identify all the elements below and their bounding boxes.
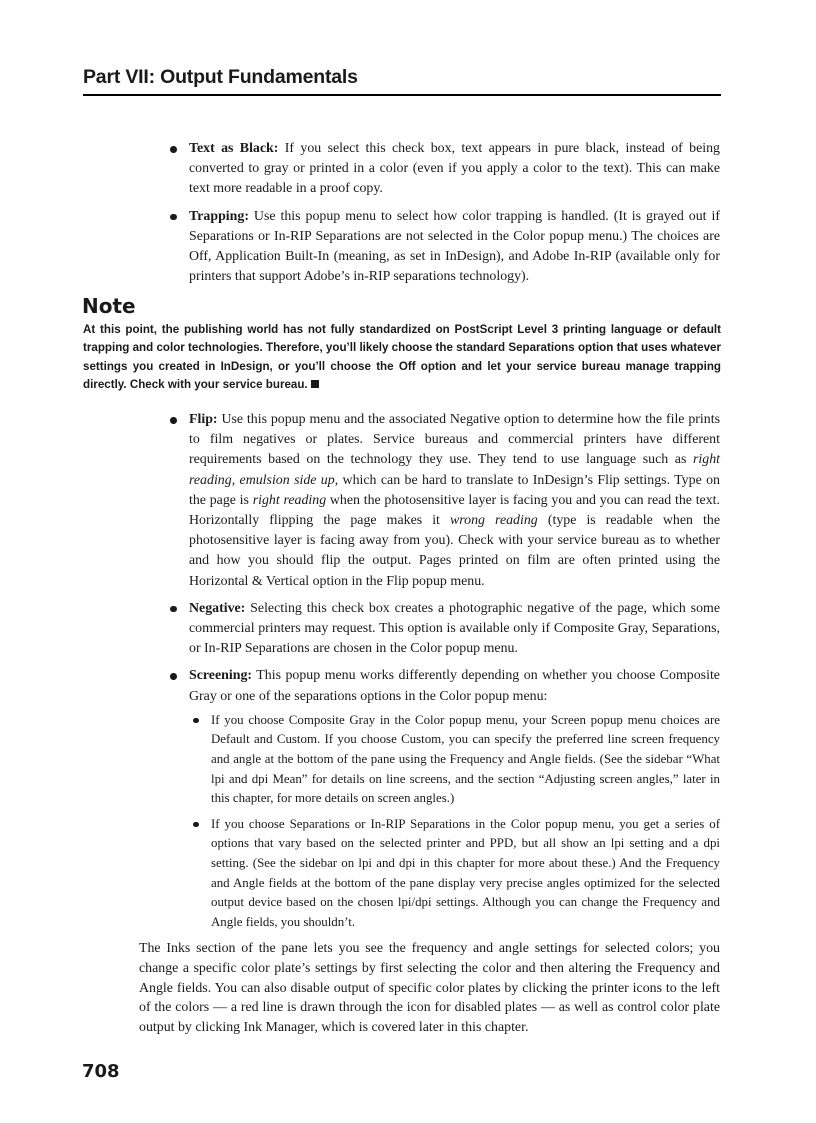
end-mark-icon [311, 380, 319, 388]
description: If you select this check box, text appears in pure black, instead of being converted to gray or printed in a color (even if you apply a color to the text). This can make text more readable in a proof copy. [189, 141, 720, 197]
term: Negative: [189, 600, 246, 616]
body-paragraph: The Inks section of the pane lets you see the frequency and angle settings for selected colors; you change a specific color plate’s settings by first selecting the color and then altering the Frequency and Angle fields. You can also disable output of specific color plates by clicking the printer icons to the left of the colors — a red line is drawn through the icon for disabled plates — as well as control color plate output by clicking Ink Manager, which is covered later in this chapter. [139, 941, 720, 1036]
text-run: Use this popup menu and the associated Negative option to determine how the file prints to film negatives or plates. Service bureaus and commercial printers have different requirements based on the technology they use. They tend to use language such as [189, 412, 720, 468]
emphasis: right reading [252, 492, 327, 508]
option-list-main [167, 410, 720, 939]
description: Selecting this check box creates a photographic negative of the page, which some commercial printers may request. This option is available only if Composite Gray, Separations, or In-RIP Separations are chosen in the Color popup menu. [189, 600, 720, 657]
note-body [83, 321, 721, 394]
list-item-screening [167, 666, 720, 932]
running-head [83, 66, 721, 96]
list-item-flip [167, 410, 720, 592]
emphasis: right reading, emulsion side up [189, 452, 720, 488]
note-text: At this point, the publishing world has not fully standardized on PostScript Level 3 printing language or default trapping and color technologies. Therefore, you’ll likely choose the standard Separations option that uses whatever settings you created in InDesign, or you’ll choose the Off option and let your service bureau manage trapping directly. Check with your service bureau. [83, 323, 721, 391]
option-list-top [167, 139, 720, 294]
emphasis: wrong reading [450, 513, 538, 529]
sub-list-item: If you choose Separations or In-RIP Separations in the Color popup menu, you get a series of options that vary based on the selected printer and PPD, but all show an lpi setting and a dpi setting. (See the sidebar on lpi and dpi in this chapter for more about these.) And the Frequency and Angle fields at the bottom of the pane display very precise angles optimized for the selected output device based on the chosen lpi/dpi settings. Although you can change the Frequency and Angle fields, you shouldn’t. [189, 815, 720, 933]
term: Text as Black: [189, 141, 279, 156]
description: Use this popup menu to select how color trapping is handled. (It is grayed out if Separations or In-RIP Separations are not selected in the Color popup menu.) The choices are Off, Application Built-In (meaning, as set in InDesign), and Adobe In-RIP (available only for printers that support Adobe’s in-RIP separations technology). [189, 208, 720, 285]
text-run: , which can be hard to translate to InDesign’s Flip settings. Type on the page is [189, 472, 720, 508]
page-number: 708 [82, 1061, 120, 1082]
term: Trapping: [189, 208, 249, 224]
list-item [167, 139, 720, 200]
chapter-title: Part VII: Output Fundamentals [83, 66, 358, 88]
text-run: (type is readable when the photosensitive layer is facing away from you). Check with your service bureau as to whether and how you should flip the output. Pages printed on film are often printed using the Horizontal & Vertical option in the Flip popup menu. [189, 513, 720, 589]
sub-list-item: If you choose Composite Gray in the Color popup menu, your Screen popup menu choices are Default and Custom. If you choose Custom, you can specify the preferred line screen frequency and angle at the bottom of the pane using the Frequency and Angle fields. (See the sidebar “What lpi and dpi Mean” for details on line screens, and the section “Adjusting screen angles,” later in this chapter, for more details on screen angles.) [189, 711, 720, 809]
list-item [167, 207, 720, 288]
text-run: when the photosensitive layer is facing you and you can read the text. Horizontally flipping the page makes it [189, 492, 720, 529]
description: This popup menu works differently depending on whether you choose Composite Gray or one of the separations options in the Color popup menu: [189, 668, 720, 704]
sub-list [189, 711, 720, 933]
list-item-negative [167, 599, 720, 660]
term: Flip: [189, 412, 218, 427]
note-heading: Note [82, 294, 136, 318]
term: Screening: [189, 668, 253, 684]
